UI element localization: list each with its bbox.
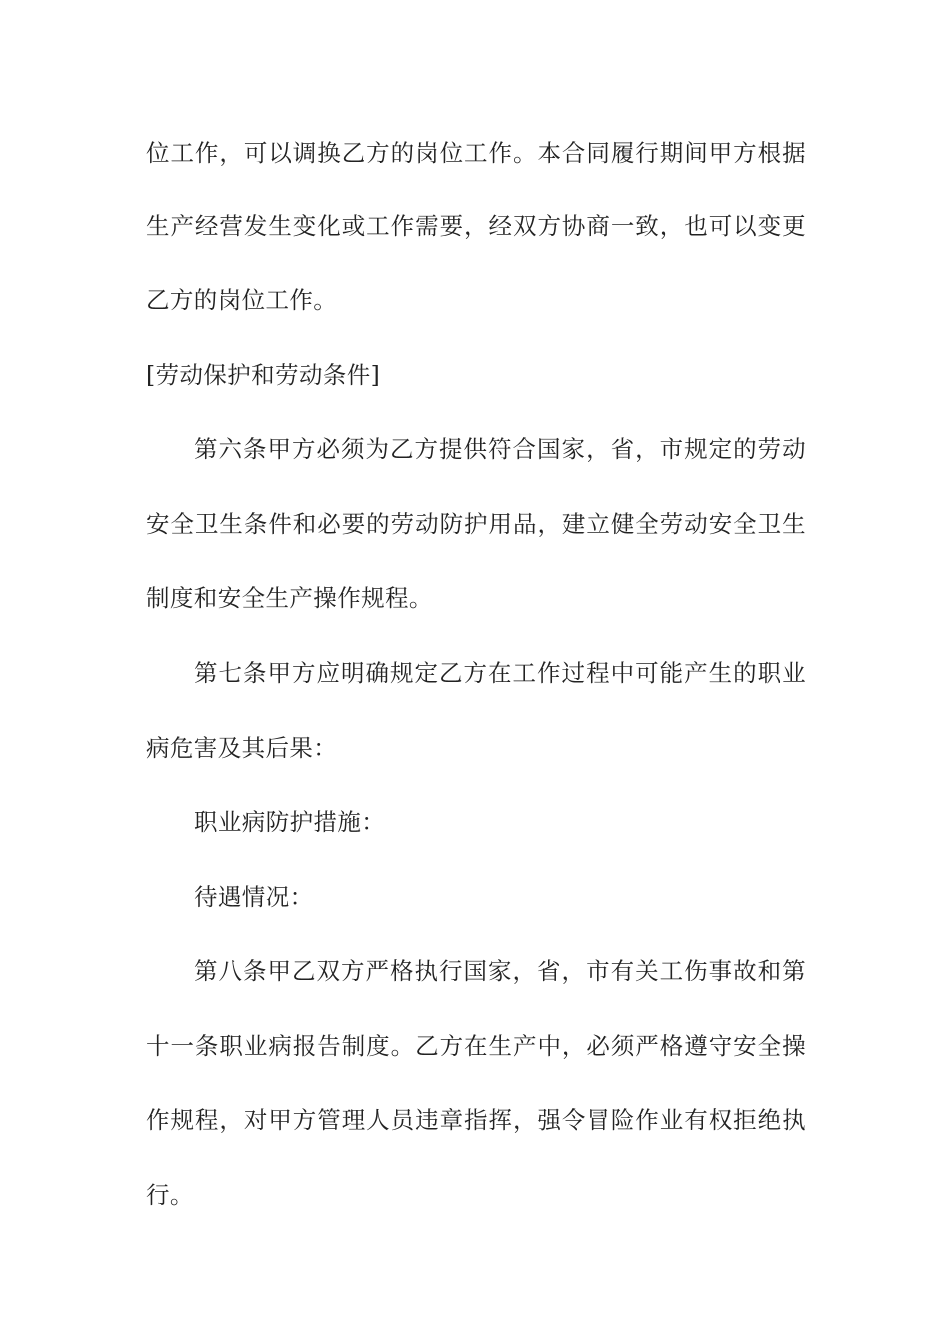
paragraph-line: 第七条甲方应明确规定乙方在工作过程中可能产生的职业 — [194, 659, 806, 687]
paragraph-line: 职业病防护措施： — [194, 808, 386, 836]
paragraph-line: 安全卫生条件和必要的劳动防护用品，建立健全劳动安全卫生 — [146, 510, 806, 538]
paragraph-line: 生产经营发生变化或工作需要，经双方协商一致，也可以变更 — [146, 212, 806, 240]
paragraph-line: 制度和安全生产操作规程。 — [146, 584, 433, 612]
paragraph-line: 第六条甲方必须为乙方提供符合国家，省，市规定的劳动 — [194, 435, 806, 463]
paragraph-line: 病危害及其后果： — [146, 734, 338, 762]
paragraph-line: 乙方的岗位工作。 — [146, 286, 338, 314]
paragraph-line: 十一条职业病报告制度。乙方在生产中，必须严格遵守安全操 — [146, 1032, 806, 1060]
paragraph-line: 位工作，可以调换乙方的岗位工作。本合同履行期间甲方根据 — [146, 139, 806, 167]
paragraph-line: 行。 — [146, 1181, 194, 1209]
paragraph-line: 作规程，对甲方管理人员违章指挥，强令冒险作业有权拒绝执 — [146, 1106, 806, 1134]
paragraph-line: 第八条甲乙双方严格执行国家，省，市有关工伤事故和第 — [194, 957, 806, 985]
section-heading: [劳动保护和劳动条件] — [146, 361, 381, 389]
paragraph-line: 待遇情况： — [194, 883, 314, 911]
